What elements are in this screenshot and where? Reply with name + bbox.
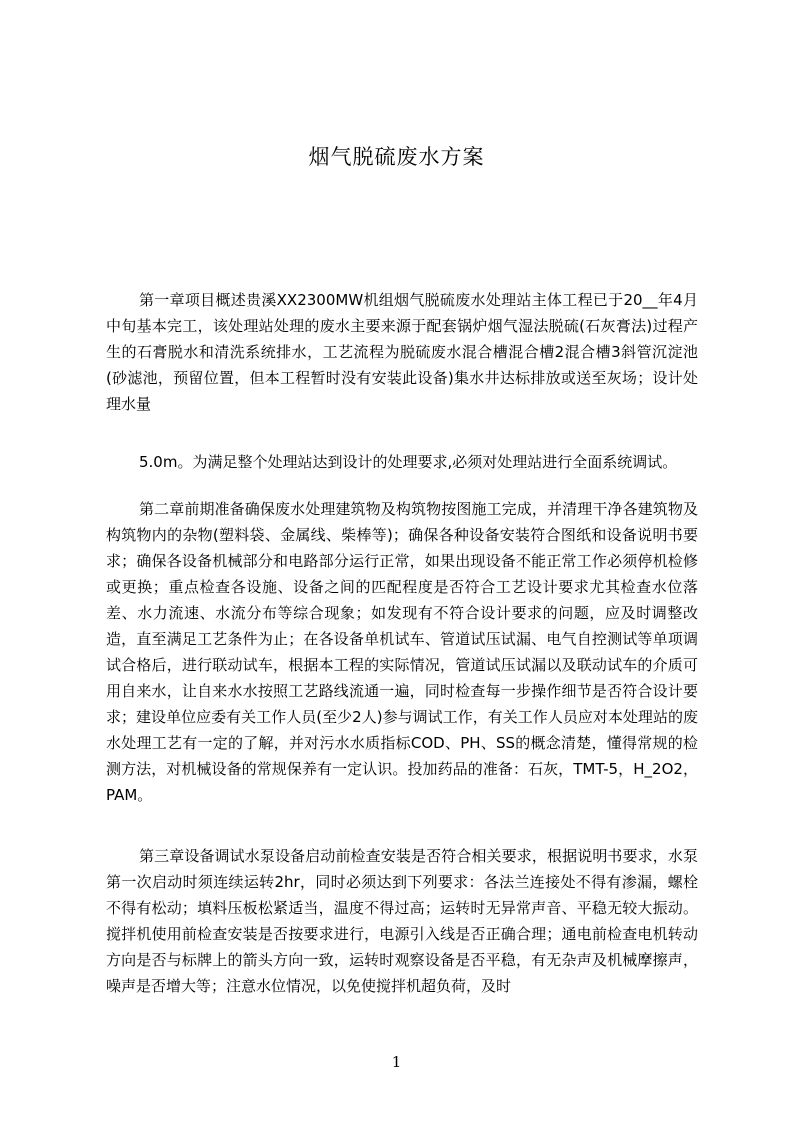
paragraph-chapter-3: 第三章设备调试水泵设备启动前检查安装是否符合相关要求，根据说明书要求，水泵第一次启动时须连续运转2hr，同时必须达到下列要求：各法兰连接处不得有渗漏，螺栓不得有松动；填料压板松紧适当，温度不得过高；运转时无异常声音、平稳无较大振动。搅拌机使用前检查安装是否按要求进行，电源引入线是否正确合理；通电前检查电机转动方向是否与标牌上的箭头方向一致，运转时观察设备是否平稳，有无杂声及机械摩擦声，噪声是否增大等；注意水位情况，以免使搅拌机超负荷，及时: [106, 847, 698, 995]
paragraph-chapter-1: 第一章项目概述贵溪XX2300MW机组烟气脱硫废水处理站主体工程已于20__年4月中旬基本完工，该处理站处理的废水主要来源于配套锅炉烟气湿法脱硫(石灰膏法)过程产生的石膏脱水和清洗系统排水，工艺流程为脱硫废水混合槽混合槽2混合槽3斜管沉淀池(砂滤池，预留位置，但本工程暂时没有安装此设备)集水井达标排放或送至灰场；设计处理水量: [106, 291, 698, 413]
page-number: 1: [391, 1053, 402, 1071]
paragraph-chapter-2: 第二章前期准备确保废水处理建筑物及构筑物按图施工完成，并清理干净各建筑物及构筑物内的杂物(塑料袋、金属线、柴棒等)；确保各种设备安装符合图纸和设备说明书要求；确保各设备机械部分和电路部分运行正常，如果出现设备不能正常工作必须停机检修或更换；重点检查各设施、设备之间的匹配程度是否符合工艺设计要求尤其检查水位落差、水力流速、水流分布等综合现象；如发现有不符合设计要求的问题，应及时调整改造，直至满足工艺条件为止；在各设备单机试车、管道试压试漏、电气自控测试等单项调试合格后，进行联动试车，根据本工程的实际情况，管道试压试漏以及联动试车的介质可用自来水，让自来水水按照工艺路线流通一遍，同时检查每一步操作细节是否符合设计要求；建设单位应委有关工作人员(至少2人)参与调试工作，有关工作人员应对本处理站的废水处理工艺有一定的了解，并对污水水质指标COD、PH、SS的概念清楚，懂得常规的检测方法，对机械设备的常规保养有一定认识。投加药品的准备：石灰，TMT-5，H_2O2，PAM。: [106, 500, 698, 804]
document-title: 烟气脱硫废水方案: [308, 145, 485, 169]
paragraph-design-capacity: 5.0m。为满足整个处理站达到设计的处理要求,必须对处理站进行全面系统调试。: [139, 453, 678, 471]
